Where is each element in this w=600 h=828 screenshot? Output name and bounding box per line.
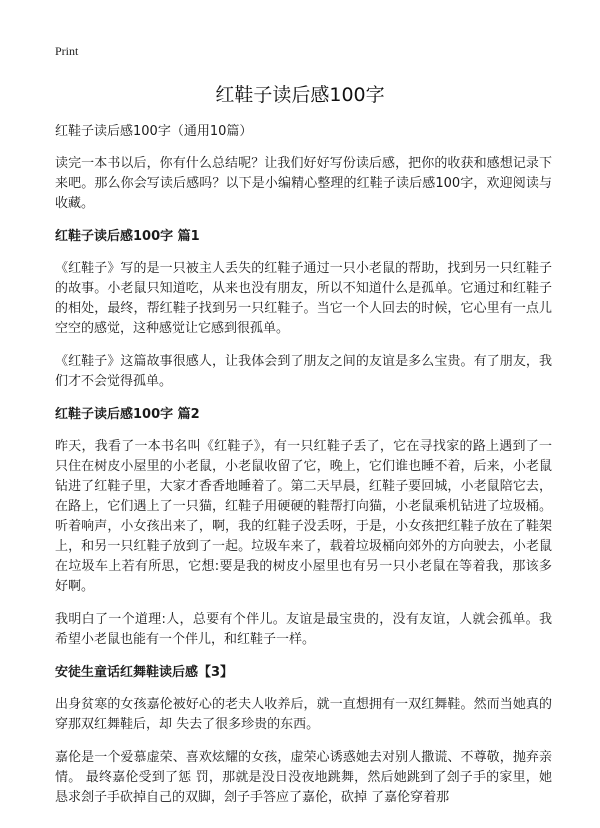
section-heading: 红鞋子读后感100字 篇2 [55,407,200,422]
section-paragraph: 《红鞋子》写的是一只被主人丢失的红鞋子通过一只小老鼠的帮助，找到另一只红鞋子的故事。小老鼠只知道吃，从来也没有朋友，所以不知道什么是孤单。它通过和红鞋子的相处，最终，帮红鞋子找到另一只红鞋子。当它一个人回去的时候，它心里有一点儿空空的感觉，这种感觉让它感到很孤单。 [55,261,552,336]
article-body [55,122,552,821]
section-heading: 安徒生童话红舞鞋读后感【3】 [55,665,234,680]
intro-paragraph: 读完一本书以后，你有什么总结呢？让我们好好写份读后感，把你的收获和感想记录下来吧。那么你会写读后感吗？以下是小编精心整理的红鞋子读后感100字，欢迎阅读与收藏。 [55,156,552,211]
page-title: 红鞋子读后感100字 [215,84,385,106]
section-paragraph: 嘉伦是一个爱慕虚荣、喜欢炫耀的女孩，虚荣心诱惑她去对别人撒谎、不尊敬，抛弃亲情。 最终嘉伦受到了惩 罚，那就是没日没夜地跳舞，然后她跳到了刽子手的家里，她恳求刽子手砍掉自己的双脚，刽子手答应了嘉伦，砍掉 了嘉伦穿着那 [55,750,552,805]
section-paragraph: 《红鞋子》这篇故事很感人，让我体会到了朋友之间的友谊是多么宝贵。有了朋友，我们才不会觉得孤单。 [55,354,552,389]
article-subtitle: 红鞋子读后感100字（通用10篇） [55,124,253,139]
section-paragraph: 我明白了一个道理:人，总要有个伴儿。友谊是最宝贵的，没有友谊，人就会孤单。我希望小老鼠也能有一个伴儿，和红鞋子一样。 [55,612,552,647]
section-paragraph: 昨天，我看了一本书名叫《红鞋子》，有一只红鞋子丢了，它在寻找家的路上遇到了一只住在树皮小屋里的小老鼠，小老鼠收留了它，晚上，它们谁也睡不着，后来，小老鼠钻进了红鞋子里，大家才香香地睡着了。第二天早晨，红鞋子要回城，小老鼠陪它去，在路上，它们遇上了一只猫，红鞋子用硬硬的鞋帮打向猫，小老鼠乘机钻进了垃圾桶。听着响声，小女孩出来了，啊，我的红鞋子没丢呀，于是，小女孩把红鞋子放在了鞋架上，和另一只红鞋子放到了一起。垃圾车来了，载着垃圾桶向郊外的方向驶去，小老鼠在垃圾车上若有所思，它想:要是我的树皮小屋里也有另一只小老鼠在等着我，那该多好啊。 [55,439,552,594]
section-paragraph: 出身贫寒的女孩嘉伦被好心的老夫人收养后，就一直想拥有一双红舞鞋。然而当她真的穿那双红舞鞋后，却 失去了很多珍贵的东西。 [55,697,552,732]
section-heading: 红鞋子读后感100字 篇1 [55,229,200,244]
print-link[interactable]: Print [55,44,79,58]
